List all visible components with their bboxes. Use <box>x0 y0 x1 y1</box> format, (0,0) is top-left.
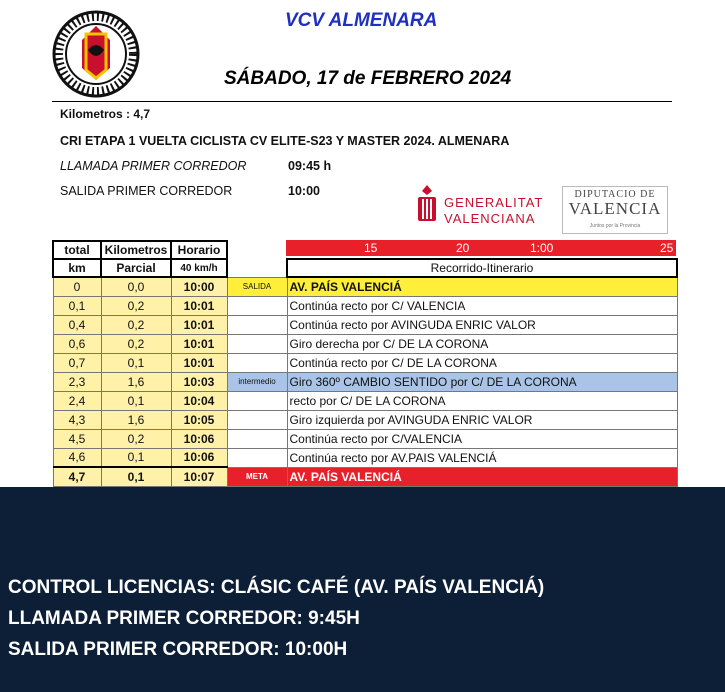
generalitat-line2: VALENCIANA <box>444 211 536 226</box>
row-parcial: 0,2 <box>101 296 171 315</box>
llamada-value: 09:45 h <box>288 159 332 173</box>
table-row <box>53 410 677 429</box>
table-row <box>53 448 677 467</box>
row-hito <box>227 334 287 353</box>
row-total-km: 4,7 <box>53 467 101 486</box>
row-horario: 10:01 <box>171 296 227 315</box>
row-parcial: 0,2 <box>101 429 171 448</box>
row-horario: 10:03 <box>171 372 227 391</box>
row-parcial: 0,2 <box>101 334 171 353</box>
row-total-km: 0,4 <box>53 315 101 334</box>
row-horario: 10:06 <box>171 448 227 467</box>
table-row <box>53 277 677 296</box>
footer-salida: SALIDA PRIMER CORREDOR: 10:00H <box>8 639 348 660</box>
row-horario: 10:06 <box>171 429 227 448</box>
llamada-label: LLAMADA PRIMER CORREDOR <box>60 159 247 173</box>
col-header-km: km <box>53 259 101 277</box>
ffcv-logo <box>52 10 140 98</box>
event-date: SÁBADO, 17 de FEBRERO 2024 <box>224 68 512 89</box>
row-horario: 10:01 <box>171 353 227 372</box>
row-itinerario: Giro izquierda por AVINGUDA ENRIC VALOR <box>287 410 677 429</box>
row-hito <box>227 448 287 467</box>
generalitat-shield-icon <box>414 183 440 227</box>
row-hito: SALIDA <box>227 277 287 296</box>
row-total-km: 4,5 <box>53 429 101 448</box>
table-row <box>53 467 677 486</box>
row-itinerario: Continúa recto por C/ VALENCIA <box>287 296 677 315</box>
row-parcial: 0,0 <box>101 277 171 296</box>
table-row <box>53 334 677 353</box>
row-itinerario: Continúa recto por C/VALENCIA <box>287 429 677 448</box>
row-itinerario: Continúa recto por AVINGUDA ENRIC VALOR <box>287 315 677 334</box>
row-total-km: 4,6 <box>53 448 101 467</box>
diputacio-logo <box>562 186 668 234</box>
divider <box>52 101 672 102</box>
row-hito: META <box>227 467 287 486</box>
table-row <box>53 429 677 448</box>
race-name: CRI ETAPA 1 VUELTA CICLISTA CV ELITE-S23 Y MASTER 2024. ALMENARA <box>60 134 510 148</box>
timeline-mark: 1:00 <box>530 241 554 255</box>
row-itinerario: AV. PAÍS VALENCIÁ <box>287 277 677 296</box>
table-row <box>53 315 677 334</box>
timeline-mark: 15 <box>364 241 378 255</box>
row-parcial: 0,1 <box>101 353 171 372</box>
table-subheader-row <box>53 259 677 277</box>
generalitat-logo <box>414 183 554 229</box>
salida-value: 10:00 <box>288 184 320 198</box>
col-header-kilometros: Kilometros <box>101 241 171 259</box>
table-header-row <box>53 241 677 259</box>
diputacio-big: VALENCIA <box>568 199 662 218</box>
generalitat-text <box>444 195 543 227</box>
generalitat-line1: GENERALITAT <box>444 195 544 210</box>
row-hito <box>227 353 287 372</box>
route-table <box>52 240 678 487</box>
diputacio-tiny: Juntos por la Provincia <box>589 223 641 229</box>
row-itinerario: recto por C/ DE LA CORONA <box>287 391 677 410</box>
row-hito <box>227 410 287 429</box>
row-horario: 10:00 <box>171 277 227 296</box>
row-parcial: 1,6 <box>101 372 171 391</box>
row-parcial: 0,1 <box>101 467 171 486</box>
row-horario: 10:04 <box>171 391 227 410</box>
row-horario: 10:07 <box>171 467 227 486</box>
salida-label: SALIDA PRIMER CORREDOR <box>60 184 233 198</box>
row-parcial: 0,2 <box>101 315 171 334</box>
row-total-km: 0,6 <box>53 334 101 353</box>
row-itinerario: AV. PAÍS VALENCIÁ <box>287 467 677 486</box>
table-row <box>53 296 677 315</box>
timeline-mark: 20 <box>456 241 470 255</box>
row-total-km: 4,3 <box>53 410 101 429</box>
table-row <box>53 391 677 410</box>
col-header-total: total <box>53 241 101 259</box>
row-parcial: 1,6 <box>101 410 171 429</box>
row-total-km: 0,1 <box>53 296 101 315</box>
row-total-km: 2,3 <box>53 372 101 391</box>
table-row <box>53 353 677 372</box>
row-total-km: 2,4 <box>53 391 101 410</box>
row-itinerario: Giro 360º CAMBIO SENTIDO por C/ DE LA CORONA <box>287 372 677 391</box>
row-hito <box>227 391 287 410</box>
col-header-recorrido: Recorrido-Itinerario <box>287 259 677 277</box>
row-horario: 10:01 <box>171 315 227 334</box>
row-parcial: 0,1 <box>101 448 171 467</box>
row-hito: intermedio <box>227 372 287 391</box>
col-header-speed: 40 km/h <box>171 259 227 277</box>
row-itinerario: Continúa recto por AV.PAIS VALENCIÁ <box>287 448 677 467</box>
row-parcial: 0,1 <box>101 391 171 410</box>
row-total-km: 0,7 <box>53 353 101 372</box>
footer-control-licencias: CONTROL LICENCIAS: CLÁSIC CAFÉ (AV. PAÍS VALENCIÁ) <box>8 577 545 598</box>
col-header-horario: Horario <box>171 241 227 259</box>
info-footer <box>0 487 725 692</box>
diputacio-small: DIPUTACIO DE <box>574 189 656 200</box>
row-total-km: 0 <box>53 277 101 296</box>
distance-label: Kilometros : 4,7 <box>60 107 151 121</box>
row-horario: 10:01 <box>171 334 227 353</box>
row-hito <box>227 429 287 448</box>
table-row <box>53 372 677 391</box>
row-itinerario: Continúa recto por C/ DE LA CORONA <box>287 353 677 372</box>
row-hito <box>227 296 287 315</box>
row-horario: 10:05 <box>171 410 227 429</box>
col-header-parcial: Parcial <box>101 259 171 277</box>
timeline-mark: 25 <box>660 241 674 255</box>
footer-llamada: LLAMADA PRIMER CORREDOR: 9:45H <box>8 608 360 629</box>
page-title: VCV ALMENARA <box>285 10 438 31</box>
row-hito <box>227 315 287 334</box>
row-itinerario: Giro derecha por C/ DE LA CORONA <box>287 334 677 353</box>
